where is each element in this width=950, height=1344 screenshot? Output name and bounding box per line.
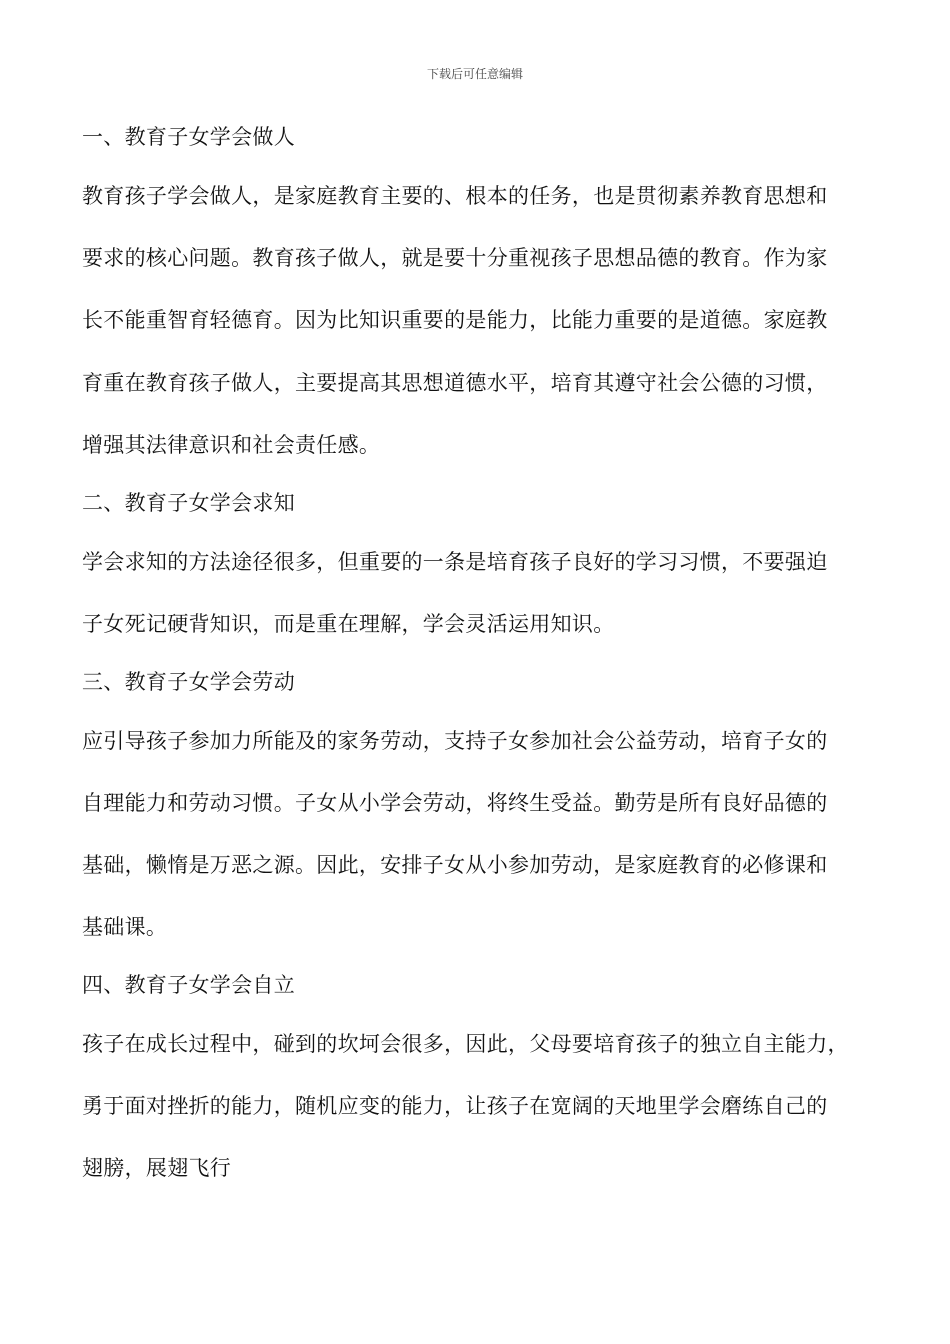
paragraph-line: 翅膀，展翅飞行 bbox=[82, 1156, 232, 1180]
paragraph-line: 应引导孩子参加力所能及的家务劳动，支持子女参加社会公益劳动，培育子女的 bbox=[82, 729, 828, 753]
paragraph-line: 子女死记硬背知识，而是重在理解，学会灵活运用知识。 bbox=[82, 612, 615, 636]
paragraph-line: 教育孩子学会做人，是家庭教育主要的、根本的任务，也是贯彻素养教育思想和 bbox=[82, 184, 828, 208]
section-heading: 二、教育子女学会求知 bbox=[82, 491, 295, 515]
paragraph-line: 自理能力和劳动习惯。子女从小学会劳动，将终生受益。勤劳是所有良好品德的 bbox=[82, 791, 828, 815]
page-header-note: 下载后可任意编辑 bbox=[426, 67, 523, 81]
paragraph-line: 要求的核心问题。教育孩子做人，就是要十分重视孩子思想品德的教育。作为家 bbox=[82, 246, 828, 270]
paragraph-line: 孩子在成长过程中，碰到的坎坷会很多，因此，父母要培育孩子的独立自主能力， bbox=[82, 1032, 849, 1056]
paragraph-line: 增强其法律意识和社会责任感。 bbox=[82, 433, 381, 457]
paragraph-line: 学会求知的方法途径很多，但重要的一条是培育孩子良好的学习习惯，不要强迫 bbox=[82, 550, 828, 574]
section-heading: 四、教育子女学会自立 bbox=[82, 973, 295, 997]
paragraph-line: 基础，懒惰是万恶之源。因此，安排子女从小参加劳动，是家庭教育的必修课和 bbox=[82, 853, 828, 877]
paragraph-line: 勇于面对挫折的能力，随机应变的能力，让孩子在宽阔的天地里学会磨练自己的 bbox=[82, 1094, 828, 1118]
paragraph-line: 长不能重智育轻德育。因为比知识重要的是能力，比能力重要的是道德。家庭教 bbox=[82, 308, 828, 332]
paragraph-line: 育重在教育孩子做人，主要提高其思想道德水平，培育其遵守社会公德的习惯， bbox=[82, 371, 828, 395]
paragraph-line: 基础课。 bbox=[82, 915, 168, 939]
section-heading: 三、教育子女学会劳动 bbox=[82, 670, 295, 694]
section-heading: 一、教育子女学会做人 bbox=[82, 125, 295, 149]
